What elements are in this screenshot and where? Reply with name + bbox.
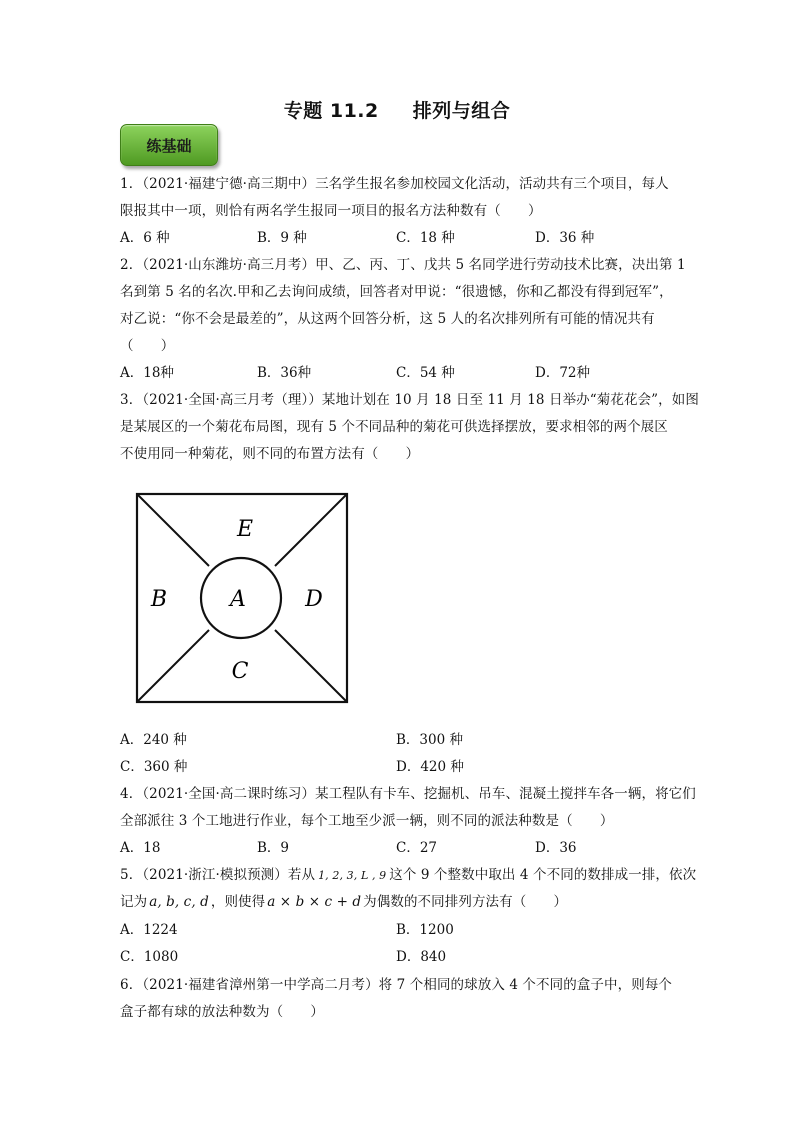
q1-option-b: B．9 种 [257, 230, 307, 246]
q5-option-d: D．840 [396, 949, 447, 965]
q2-stem-line1: 2．（2021·山东潍坊·高三月考）甲、乙、丙、丁、戊共 5 名同学进行劳动技术比赛，决出第 1 [120, 257, 686, 273]
page-title [0, 96, 794, 123]
q5-expression: a × b × c + d [267, 894, 362, 910]
q5-stem-line1 [120, 865, 696, 886]
q3-option-b: B．300 种 [396, 732, 463, 748]
q5-option-a: A．1224 [120, 922, 178, 938]
q5-text-part1: 5．（2021·浙江·模拟预测）若从 [120, 867, 316, 883]
flower-layout-diagram [135, 492, 349, 704]
q6-stem-line1: 6．（2021·福建省漳州第一中学高二月考）将 7 个相同的球放入 4 个不同的盒子中，则每个 [120, 977, 673, 993]
q2-option-b: B．36种 [257, 365, 312, 381]
section-badge: 练基础 [120, 124, 218, 166]
q4-option-a: A．18 [120, 840, 161, 856]
q5-variables: a, b, c, d [149, 894, 209, 910]
q4-stem-line2: 全部派往 3 个工地进行作业，每个工地至少派一辆，则不同的派法种数是（ ） [120, 813, 614, 829]
q2-stem-line2: 名到第 5 名的名次.甲和乙去询问成绩，回答者对甲说：“很遗憾，你和乙都没有得到冠军”， [120, 284, 673, 300]
diagonal-bottom-left [137, 630, 209, 702]
q5-option-b: B．1200 [396, 922, 454, 938]
q1-option-a: A．6 种 [120, 230, 170, 246]
q5-text-part5: 为偶数的不同排列方法有（ ） [363, 894, 568, 910]
q1-option-c: C．18 种 [396, 230, 455, 246]
q5-number-range: 1, 2, 3, L , 9 [318, 869, 387, 882]
diagonal-bottom-right [275, 630, 347, 702]
q2-stem-line3: 对乙说：“你不会是最差的”，从这两个回答分析，这 5 人的名次排列所有可能的情况共有 [120, 311, 655, 327]
q5-stem-line2 [120, 892, 567, 912]
q2-stem-line4: （ ） [120, 338, 175, 354]
diagonal-top-right [275, 494, 347, 566]
q5-text-part3: 记为 [120, 894, 148, 910]
q4-stem-line1: 4．（2021·全国·高二课时练习）某工程队有卡车、挖掘机、吊车、混凝土搅拌车各一辆，将它们 [120, 786, 696, 802]
q3-option-c: C．360 种 [120, 759, 188, 775]
q3-option-a: A．240 种 [120, 732, 187, 748]
q5-option-c: C．1080 [120, 949, 179, 965]
diagonal-top-left [137, 494, 209, 566]
q1-option-d: D．36 种 [535, 230, 595, 246]
q6-stem-line2: 盒子都有球的放法种数为（ ） [120, 1004, 324, 1020]
q5-text-part4: ，则使得 [210, 894, 266, 910]
q2-option-c: C．54 种 [396, 365, 455, 381]
q4-option-b: B．9 [257, 840, 290, 856]
q3-option-d: D．420 种 [396, 759, 464, 775]
region-label-d: D [305, 587, 323, 612]
q2-option-a: A．18种 [120, 365, 174, 381]
q4-option-c: C．27 [396, 840, 438, 856]
region-label-a: A [230, 587, 246, 612]
q3-stem-line3: 不使用同一种菊花，则不同的布置方法有（ ） [120, 446, 420, 462]
q4-option-d: D．36 [535, 840, 577, 856]
q2-option-d: D．72种 [535, 365, 591, 381]
q5-text-part2: 这个 9 个整数中取出 4 个不同的数排成一排，依次 [389, 867, 697, 883]
q1-stem-line2: 限报其中一项，则恰有两名学生报同一项目的报名方法种数有（ ） [120, 203, 542, 219]
region-label-b: B [150, 587, 168, 612]
region-label-e: E [236, 517, 254, 542]
q3-stem-line2: 是某展区的一个菊花布局图，现有 5 个不同品种的菊花可供选择摆放，要求相邻的两个展区 [120, 419, 668, 435]
title-name: 排列与组合 [412, 100, 511, 122]
region-label-c: C [231, 659, 249, 684]
q3-stem-line1: 3．（2021·全国·高三月考（理））某地计划在 10 月 18 日至 11 月 18 日举办“菊花花会”，如图 [120, 392, 699, 408]
title-number: 专题 11.2 [283, 100, 379, 122]
q1-stem-line1: 1．（2021·福建宁德·高三期中）三名学生报名参加校园文化活动，活动共有三个项目，每人 [120, 176, 669, 192]
